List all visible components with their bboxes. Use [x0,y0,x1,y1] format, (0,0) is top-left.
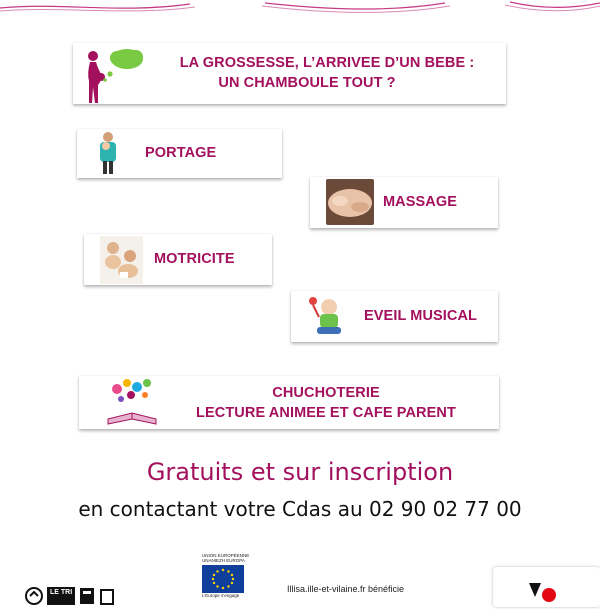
grossesse-title-line2: UN CHAMBOULE TOUT ? [218,75,396,91]
eveil-label: EVEIL MUSICAL [364,308,478,324]
card-motricite [84,234,272,285]
chuchoterie-title: CHUCHOTERIE [272,385,380,401]
paper-icon [79,587,95,605]
illisa-text: Illisa.ille-et-vilaine.fr bénéficie [287,584,405,594]
free-registration-headline: Gratuits et sur inscription [146,458,454,486]
eu-line2: UNANIEZH EUROPA [202,558,245,563]
tri-label: LE TRI [50,589,73,596]
pregnant-woman-icon [79,45,149,105]
card-grossesse [73,43,506,104]
portage-label: PORTAGE [145,145,217,161]
grossesse-title-line1: LA GROSSESSE, L’ARRIVEE D’UN BEBE : [179,55,475,71]
card-eveil-musical [291,291,498,342]
recycling-logos [25,586,115,606]
ille-et-vilaine-logo-icon [527,579,557,609]
baby-carrier-photo [94,131,122,175]
card-chuchoterie [79,376,499,429]
tri-logo [47,587,75,605]
card-portage [77,129,282,178]
eu-flag-icon [202,565,244,593]
card-massage [310,177,498,228]
contact-phone-line: en contactant votre Cdas au 02 90 02 77 00 [78,497,522,521]
chuchoterie-subtitle: LECTURE ANIMEE ET CAFE PARENT [196,405,456,421]
baby-massage-photo [326,179,374,225]
recycle-icon [25,587,43,605]
partner-logo [493,567,600,607]
massage-label: MASSAGE [383,194,458,210]
bin-icon [99,587,115,605]
top-wave-decoration [0,0,600,16]
eu-line1: UNION EUROPÉENNE [202,553,250,558]
motricite-label: MOTRICITE [154,251,235,267]
open-book-icon [105,377,159,427]
baby-with-rattle-photo [305,293,349,341]
eu-line3: L’Europe s’engage [202,593,240,598]
babies-crawling-photo [100,236,143,284]
eu-logo [202,553,250,598]
